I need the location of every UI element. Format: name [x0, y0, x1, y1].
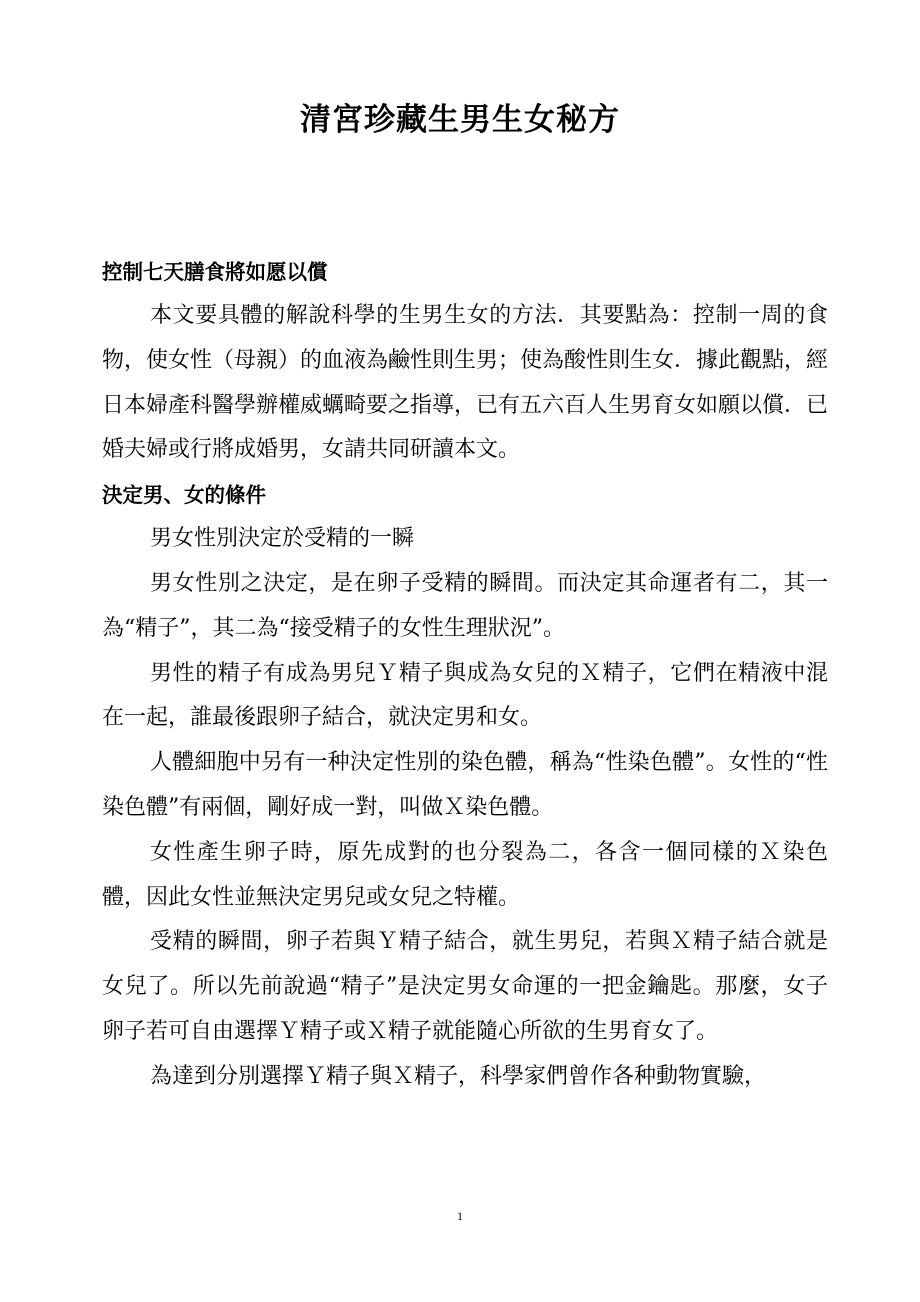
- paragraph: 本文要具體的解說科學的生男生女的方法．其要點為：控制一周的食物，使女性（母親）的血液為鹼性則生男；使為酸性則生女．據此觀點，經日本婦產科醫學辦權威蠣畸要之指導，已有五六百人生男育女如願以償．已婚夫婦或行將成婚男，女請共同研讀本文。: [102, 303, 829, 463]
- document-body: [102, 250, 828, 1100]
- paragraph: 為達到分別選擇Ｙ精子與Ｘ精子，科學家們曾作各种動物實驗，: [150, 1063, 767, 1089]
- paragraph: 男性的精子有成為男兒Ｙ精子與成為女兒的Ｘ精子，它們在精液中混在一起，誰最後跟卵子結合，就決定男和女。: [102, 660, 828, 731]
- section-heading: 控制七天膳食將如愿以償: [102, 260, 328, 284]
- paragraph: 女性產生卵子時，原先成對的也分裂為二，各含一個同樣的Ｘ染色體，因此女性並無決定男兒或女兒之特權。: [102, 839, 828, 910]
- paragraph: 男女性別決定於受精的一瞬: [150, 526, 415, 552]
- section-heading: 決定男、女的條件: [102, 483, 266, 508]
- paragraph: 人體細胞中另有一种決定性別的染色體，稱為“性染色體”。女性的“性染色體”有兩個，剛好成一對，叫做Ｘ染色體。: [102, 750, 828, 820]
- paragraph: 男女性別之決定，是在卵子受精的瞬間。而決定其命運者有二，其一為“精子”，其二為“接受精子的女性生理狀況”。: [102, 570, 828, 641]
- paragraph: 受精的瞬間，卵子若與Ｙ精子結合，就生男兒，若與Ｘ精子結合就是女兒了。所以先前說過“精子”是決定男女命運的一把金鑰匙。那麼，女子卵子若可自由選擇Ｙ精子或Ｘ精子就能隨心所欲的生男育女了。: [102, 929, 828, 1044]
- page-number: 1: [457, 1209, 463, 1223]
- document-title: 清宮珍藏生男生女秘方: [300, 102, 620, 138]
